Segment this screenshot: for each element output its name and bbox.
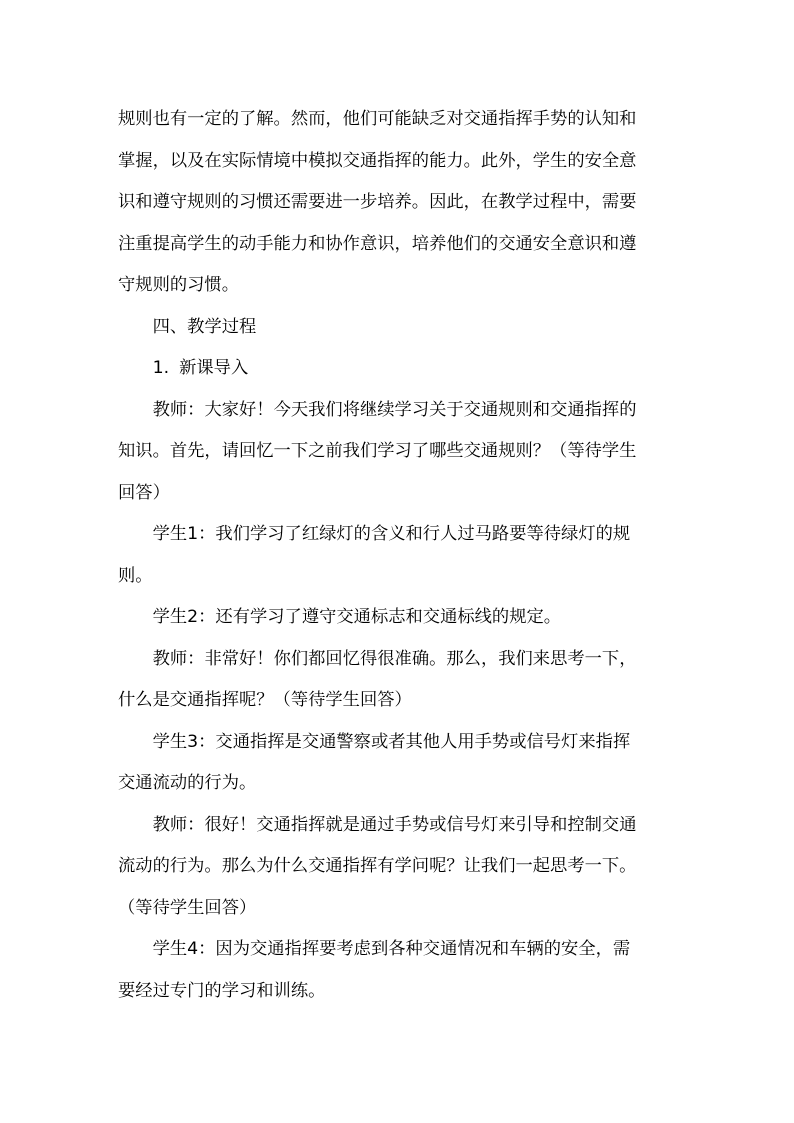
dialogue-line: 学生2：还有学习了遵守交通标志和交通标线的规定。: [152, 607, 562, 627]
dialogue-line: 交通流动的行为。: [118, 773, 257, 793]
dialogue-teacher-1: [118, 390, 678, 515]
dialogue-line: 则。: [118, 565, 153, 586]
dialogue-line: 什么是交通指挥呢？（等待学生回答）: [118, 690, 412, 710]
dialogue-line: 学生4：因为交通指挥要考虑到各种交通情况和车辆的安全，需: [152, 939, 631, 959]
dialogue-student-4: [118, 929, 678, 1012]
subsection-heading: [118, 348, 678, 390]
paragraph-line: 规则也有一定的了解。然而，他们可能缺乏对交通指挥手势的认知和: [118, 109, 637, 129]
dialogue-student-3: [118, 722, 678, 805]
paragraph-line: 掌握，以及在实际情境中模拟交通指挥的能力。此外，学生的安全意: [118, 150, 637, 171]
dialogue-line: 学生3：交通指挥是交通警察或者其他人用手势或信号灯来指挥: [152, 731, 631, 752]
document-body: [118, 99, 678, 1012]
dialogue-line: 教师：非常好！你们都回忆得很准确。那么，我们来思考一下，: [152, 648, 637, 669]
dialogue-line: 教师：大家好！今天我们将继续学习关于交通规则和交通指挥的: [152, 399, 637, 420]
dialogue-teacher-3: [118, 805, 678, 930]
dialogue-student-2: [118, 597, 678, 639]
dialogue-line: 要经过专门的学习和训练。: [118, 980, 326, 1001]
section-heading: 四、教学过程: [152, 316, 257, 337]
dialogue-student-1: [118, 514, 678, 597]
dialogue-line: 回答）: [118, 482, 170, 503]
dialogue-line: 流动的行为。那么为什么交通指挥有学问呢？让我们一起思考一下。: [118, 856, 637, 876]
intro-paragraph: [118, 99, 678, 307]
paragraph-line: 注重提高学生的动手能力和协作意识，培养他们的交通安全意识和遵: [118, 233, 637, 254]
paragraph-line: 守规则的习惯。: [118, 275, 239, 295]
subsection-number: 1.: [152, 358, 170, 378]
dialogue-line: 知识。首先，请回忆一下之前我们学习了哪些交通规则？（等待学生: [118, 441, 637, 461]
dialogue-line: 学生1：我们学习了红绿灯的含义和行人过马路要等待绿灯的规: [152, 524, 631, 544]
paragraph-line: 识和遵守规则的习惯还需要进一步培养。因此，在教学过程中，需要: [118, 192, 637, 212]
dialogue-teacher-2: [118, 639, 678, 722]
dialogue-line: 教师：很好！交通指挥就是通过手势或信号灯来引导和控制交通: [152, 814, 637, 835]
subsection-title: 新课导入: [179, 358, 249, 378]
dialogue-line: （等待学生回答）: [118, 897, 257, 918]
